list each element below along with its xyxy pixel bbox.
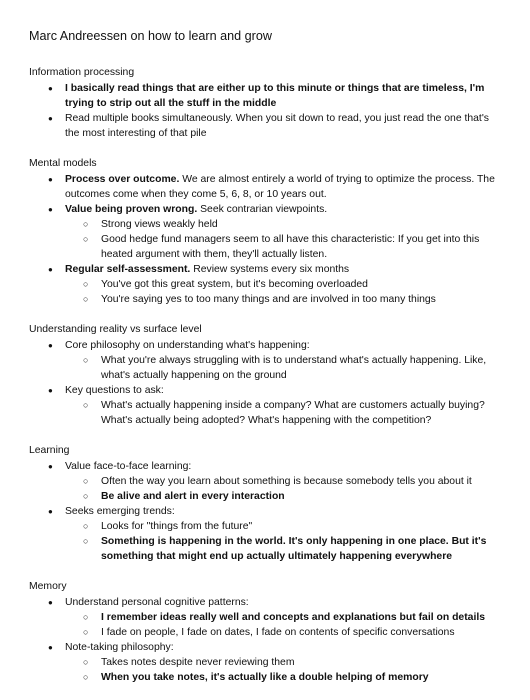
list-item: [29, 202, 500, 262]
sub-item: ○ Takes notes despite never reviewing them: [65, 655, 500, 670]
sub-item: ○ When you take notes, it's actually like a double helping of memory: [65, 670, 500, 685]
list-item: [29, 262, 500, 307]
list-item: [29, 640, 500, 685]
sub-list: [65, 474, 500, 504]
sub-item: ○ I fade on people, I fade on dates, I fade on contents of specific conversations: [65, 625, 500, 640]
sub-item: ○ Strong views weakly held: [65, 217, 500, 232]
list-item: [29, 383, 500, 428]
item-text: Review systems every six months: [190, 264, 350, 275]
section-heading: Mental models: [29, 158, 97, 169]
sub-item: ○ Good hedge fund managers seem to all have this characteristic: If you get into this heated argument with them, they'll actually listen.: [65, 232, 500, 262]
list-item: [29, 504, 500, 564]
list-item: [29, 172, 500, 202]
bullet-list: [29, 81, 500, 141]
item-text: Key questions to ask:: [65, 385, 164, 396]
document-title: Marc Andreessen on how to learn and grow: [29, 29, 272, 43]
item-text: Note-taking philosophy:: [65, 642, 174, 653]
section-heading: Information processing: [29, 67, 135, 78]
bullet-list: [29, 338, 500, 428]
item-text: Value face-to-face learning:: [65, 461, 192, 472]
bullet-list: [29, 459, 500, 564]
item-text: Core philosophy on understanding what's happening:: [65, 340, 310, 351]
sub-list: [65, 655, 500, 685]
bold-lead: Value being proven wrong.: [65, 204, 198, 215]
section-memory: [29, 579, 500, 685]
item-text: We are almost entirely a world of trying to optimize the process. The outcomes come when they come 5, 6, 8, or 10 years out.: [65, 174, 495, 200]
sub-item: ○ You've got this great system, but it's becoming overloaded: [65, 277, 500, 292]
sub-list: [65, 217, 500, 262]
bold-lead: Process over outcome.: [65, 174, 180, 185]
sub-item: ○ Be alive and alert in every interaction: [65, 489, 500, 504]
section-learning: [29, 443, 500, 564]
list-item: ● Read multiple books simultaneously. When you sit down to read, you just read the one that's the most interesting of that pile: [29, 111, 500, 141]
sub-item: ○ Often the way you learn about something is because somebody tells you about it: [65, 474, 500, 489]
list-item: ● I basically read things that are either up to this minute or things that are timeless, I'm trying to strip out all the stuff in the middle: [29, 81, 500, 111]
sub-item: ○ What you're always struggling with is to understand what's actually happening. Like, what's actually happening on the ground: [65, 353, 500, 383]
item-text: Understand personal cognitive patterns:: [65, 597, 249, 608]
section-heading: Understanding reality vs surface level: [29, 324, 202, 335]
sub-item: ○ Something is happening in the world. It's only happening in one place. But it's something that might end up actually ultimately happening everywhere: [65, 534, 500, 564]
section-information-processing: [29, 65, 500, 141]
sub-list: [65, 353, 500, 383]
section-understanding-reality: [29, 322, 500, 428]
item-text: Seeks emerging trends:: [65, 506, 175, 517]
section-mental-models: [29, 156, 500, 307]
bullet-list: [29, 172, 500, 307]
sub-item: ○ I remember ideas really well and concepts and explanations but fail on details: [65, 610, 500, 625]
bullet-list: [29, 595, 500, 685]
sub-item: ○ You're saying yes to too many things and are involved in too many things: [65, 292, 500, 307]
list-item: [29, 595, 500, 640]
list-item: [29, 459, 500, 504]
list-item: [29, 338, 500, 383]
sub-list: [65, 610, 500, 640]
sub-item: ○ What's actually happening inside a company? What are customers actually buying? What's actually being adopted? What's happening with the competition?: [65, 398, 500, 428]
sub-list: [65, 277, 500, 307]
section-heading: Learning: [29, 445, 70, 456]
sub-item: ○ Looks for "things from the future": [65, 519, 500, 534]
section-heading: Memory: [29, 581, 67, 592]
bold-lead: Regular self-assessment.: [65, 264, 191, 275]
sub-list: [65, 519, 500, 564]
sub-list: [65, 398, 500, 428]
item-text: Seek contrarian viewpoints.: [197, 204, 328, 215]
